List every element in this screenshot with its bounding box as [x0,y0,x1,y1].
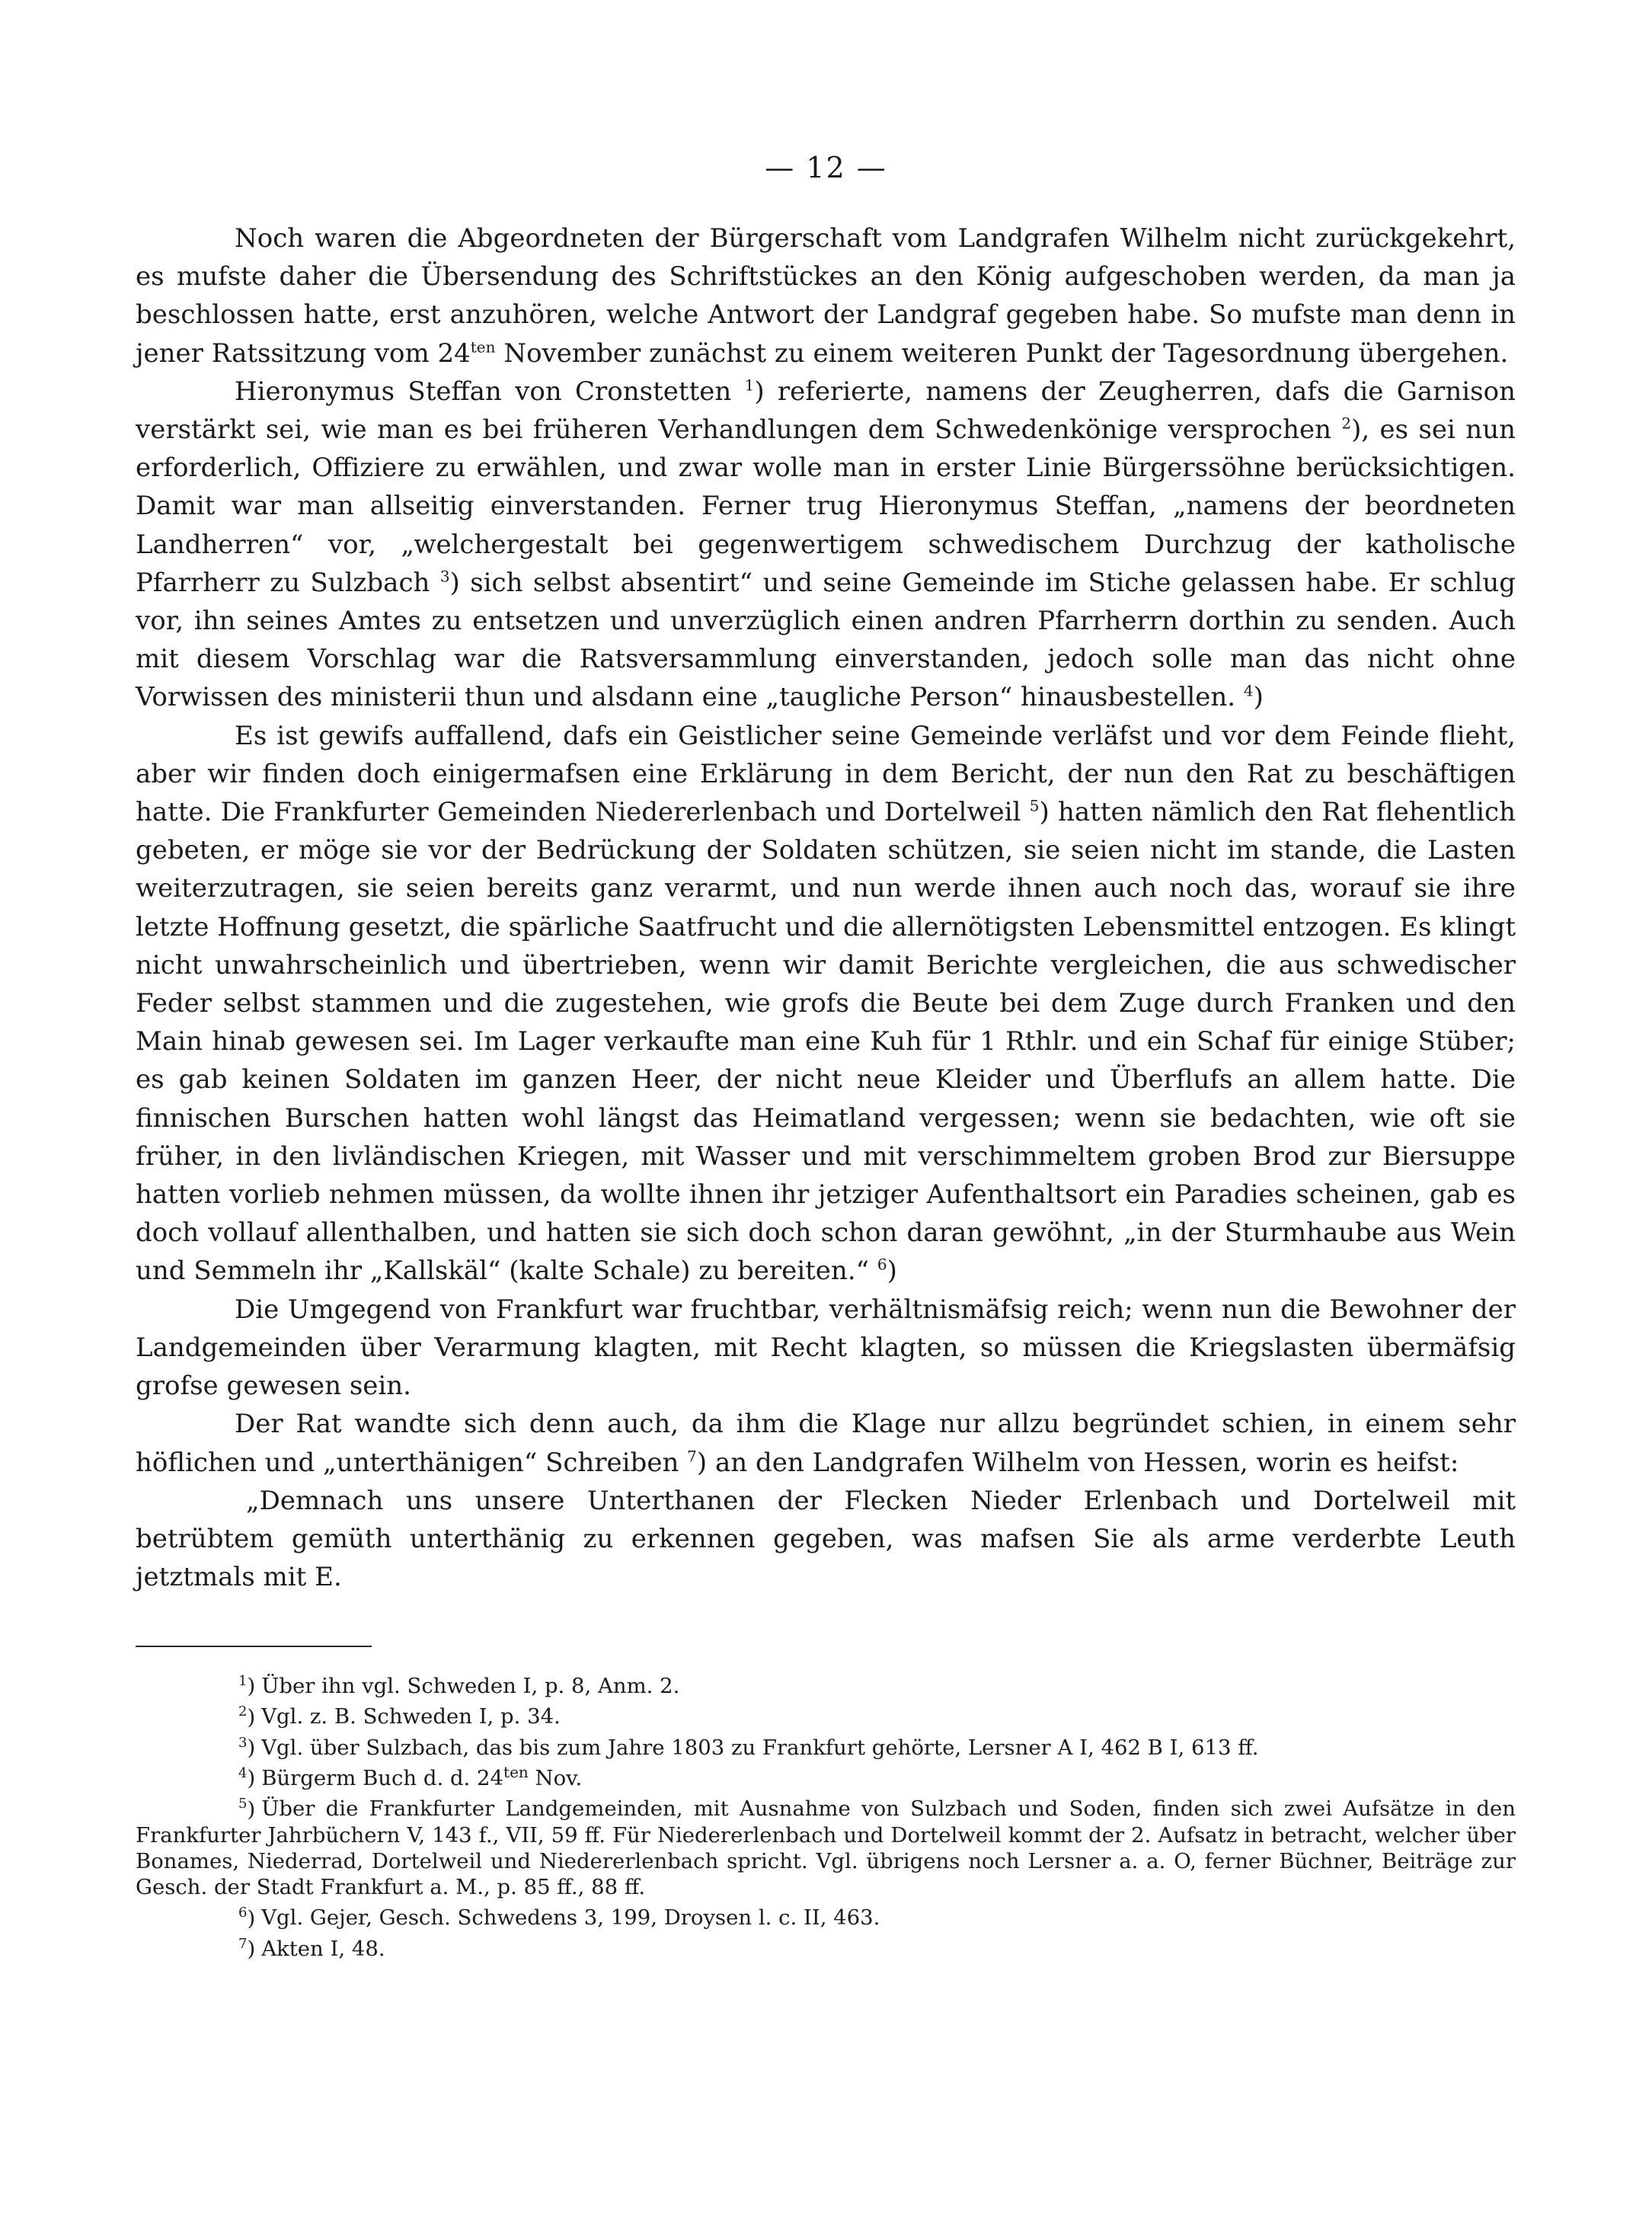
text-run: ) hatten nämlich den Rat flehentlich gebeten, er möge sie vor der Bedrückung der Soldaten schützen, sie seien nicht im stande, die Lasten weiterzutragen, sie seien bereits ganz verarmt, und nun werde ihnen auch noch das, worauf sie ihre letzte Hoffnung gesetzt, die spärliche Saatfrucht und die allernötigsten Lebensmittel entzogen. Es klingt nicht unwahrscheinlich und übertrieben, wenn wir damit Berichte vergleichen, die aus schwedischer Feder selbst stammen und die zugestehen, wie grofs die Beute bei dem Zuge durch Franken und den Main hinab gewesen sei. Im Lager verkaufte man eine Kuh für 1 Rthlr. und ein Schaf für einige Stüber; es gab keinen Soldaten im ganzen Heer, der nicht neue Kleider und Überflufs an allem hatte. Die finnischen Burschen hatten wohl längst das Heimatland vergessen; wenn sie bedachten, wie oft sie früher, in den livländischen Kriegen, mit Wasser und mit verschimmeltem groben Brod zur Biersuppe hatten vorlieb nehmen müssen, da wollte ihnen ihr jetziger Aufenthaltsort ein Paradies scheinen, gab es doch vollauf allenthalben, und hatten sie sich doch schon daran gewöhnt, „in der Sturmhaube aus Wein und Semmeln ihr „Kallskäl“ (kalte Schale) zu bereiten.“ [136,797,1516,1287]
paragraph [136,373,1516,717]
footnote-paren: ) [247,1936,256,1961]
footnote-reference: 4 [1243,682,1254,701]
paragraph [136,1482,1516,1597]
footnote-number: 7 [238,1935,248,1952]
text-run: Akten I, 48. [261,1936,385,1961]
text-run: ) sich selbst absentirt“ und seine Gemeinde im Stiche gelassen habe. Er schlug vor, ihn seines Amtes zu entsetzen und unverzüglich einen andren Pfarrherrn dorthin zu senden. Auch mit diesem Vorschlag war die Ratsversammlung einverstanden, jedoch solle man das nicht ohne Vorwissen des ministerii thun und alsdann eine „taugliche Person“ hinausbestellen. [136,567,1516,713]
text-run: ) [1253,682,1264,713]
paragraph [136,219,1516,373]
footnote-number: 3 [238,1734,248,1751]
page-number: — 12 — [765,151,887,184]
paragraph [136,717,1516,1291]
text-run: Nov. [528,1766,583,1791]
text-run: „Demnach uns unsere Unterthanen der Flecken Nieder Erlenbach und Dortelweil mit betrübtem gemüth unterthänig zu erkennen gegeben, was mafsen Sie als arme verderbte Leuth jetztmals mit E. [136,1485,1516,1593]
text-run: Es ist gewifs auffallend, dafs ein Geistlicher seine Gemeinde verläfst und vor dem Feinde flieht, aber wir finden doch einigermafsen eine Erklärung in dem Bericht, der nun den Rat zu beschäftigen hatte. Die Frankfurter Gemeinden Niedererlenbach und Dortelweil [136,720,1516,828]
footnote-number: 1 [238,1673,248,1689]
text-run: Vgl. über Sulzbach, das bis zum Jahre 1803 zu Frankfurt gehörte, Lersner A I, 462 B I, 613 ff. [261,1735,1259,1760]
footnote-divider [136,1646,372,1647]
footnote-reference: 1 [744,376,755,395]
footnote-paren: ) [247,1905,256,1931]
footnote-reference: ten [470,338,496,357]
footnote-reference: ten [503,1763,529,1782]
footnote [136,1730,1516,1761]
text-run: Hieronymus Steffan von Cronstetten [235,376,745,407]
text-run: ) referierte, namens der Zeugherren, dafs die Garnison verstärkt sei, wie man es bei früheren Verhandlungen dem Schwedenkönige versprochen [136,376,1516,446]
footnote-reference: 3 [439,567,450,586]
footnote-paren: ) [247,1766,256,1791]
footnote [136,1668,1516,1699]
text-run: ) [887,1256,897,1287]
paragraph [136,1405,1516,1481]
footnote-paren: ) [247,1735,256,1760]
footnote-number: 4 [238,1765,248,1782]
footnote [136,1931,1516,1962]
text-run: ) an den Landgrafen Wilhelm von Hessen, worin es heifst: [696,1447,1459,1478]
footnote-paren: ) [247,1704,256,1729]
body-text [136,219,1516,1596]
text-run: Über die Frankfurter Landgemeinden, mit Ausnahme von Sulzbach und Soden, finden sich zwei Aufsätze in den Frankfurter Jahrbüchern V, 143 f., VII, 59 ff. Für Niedererlenbach und Dortelweil kommt der 2. Aufsatz in betracht, welcher über Bonames, Niederrad, Dortelweil und Niedererlenbach spricht. Vgl. übrigens noch Lersner a. a. O, ferner Büchner, Beiträge zur Gesch. der Stadt Frankfurt a. M., p. 85 ff., 88 ff. [136,1796,1516,1900]
footnote-reference: 5 [1029,796,1040,815]
footnote-reference: 2 [1341,414,1352,433]
text-run: November zunächst zu einem weiteren Punkt der Tagesordnung übergehen. [495,338,1509,369]
text-run: Die Umgegend von Frankfurt war fruchtbar, verhältnismäfsig reich; wenn nun die Bewohner der Landgemeinden über Verarmung klagten, mit Recht klagten, so müssen die Kriegslasten übermäfsig grofse gewesen sein. [136,1294,1516,1402]
footnote-paren: ) [247,1674,256,1699]
text-run: Noch waren die Abgeordneten der Bürgerschaft vom Landgrafen Wilhelm nicht zurückgekehrt, es mufste daher die Übersendung des Schriftstückes an den König aufgeschoben werden, da man ja beschlossen hatte, erst anzuhören, welche Antwort der Landgraf gegeben habe. So mufste man denn in jener Ratssitzung vom 24 [136,223,1516,369]
text-run: Vgl. Gejer, Gesch. Schwedens 3, 199, Droysen l. c. II, 463. [261,1905,880,1931]
text-run: Der Rat wandte sich denn auch, da ihm die Klage nur allzu begründet schien, in einem sehr höflichen und „unterthänigen“ Schreiben [136,1409,1516,1478]
footnote [136,1791,1516,1900]
text-run: Über ihn vgl. Schweden I, p. 8, Anm. 2. [261,1674,680,1699]
footnote-reference: 7 [687,1447,697,1466]
footnote-number: 2 [238,1704,248,1720]
footnote [136,1761,1516,1791]
footnotes [136,1668,1516,1962]
footnote [136,1699,1516,1729]
footnote [136,1900,1516,1931]
text-run: Bürgerm Buch d. d. 24 [261,1766,504,1791]
text-run: Vgl. z. B. Schweden I, p. 34. [261,1704,561,1729]
footnote-number: 6 [238,1905,248,1921]
footnote-paren: ) [247,1796,256,1822]
paragraph [136,1291,1516,1406]
footnote-number: 5 [238,1796,248,1812]
footnote-reference: 6 [877,1256,887,1275]
text-run: ), es sei nun erforderlich, Offiziere zu erwählen, und zwar wolle man in erster Linie Bürgerssöhne berücksichtigen. Damit war man allseitig einverstanden. Ferner trug Hieronymus Steffan, „namens der beordneten Landherren“ vor, „welchergestalt bei gegenwertigem schwedischem Durchzug der katholische Pfarrherr zu Sulzbach [136,414,1516,598]
